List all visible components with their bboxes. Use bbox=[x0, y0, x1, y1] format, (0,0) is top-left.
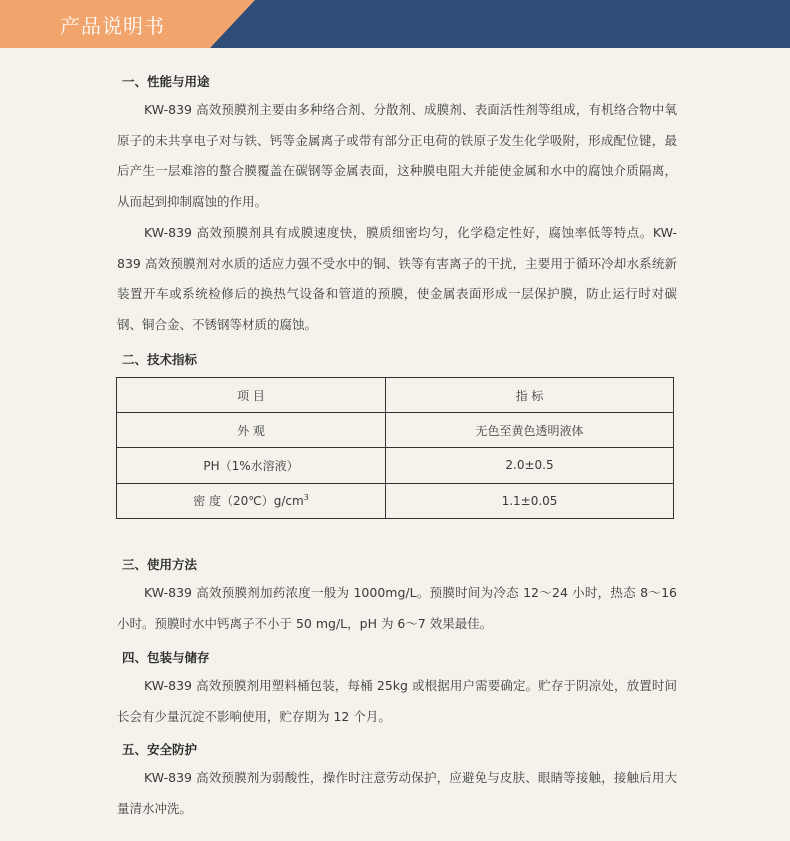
paragraph-text: KW-839 高效预膜剂用塑料桶包装，每桶 25kg 或根据用户需要确定。贮存于阴凉处，放置时间长会有少量沉淀不影响使用，贮存期为 12 个月。 bbox=[117, 678, 677, 724]
table-cell: 1.1±0.05 bbox=[386, 483, 674, 518]
section-paragraph bbox=[117, 763, 677, 824]
section-heading-performance: 一、性能与用途 bbox=[122, 74, 210, 89]
paragraph-text: KW-839 高效预膜剂加药浓度一般为 1000mg/L。预膜时间为冷态 12～24 小时，热态 8～16 小时。预膜时水中钙离子不小于 50 mg/L，pH 为 6～7 效果最佳。 bbox=[117, 585, 677, 631]
section-paragraph bbox=[117, 218, 677, 340]
table-cell: 2.0±0.5 bbox=[386, 448, 674, 483]
density-unit-exponent: 3 bbox=[303, 493, 309, 503]
table-header-row bbox=[117, 378, 674, 413]
table-cell bbox=[117, 483, 386, 518]
section-heading-usage: 三、使用方法 bbox=[122, 557, 198, 572]
page-title: 产品说明书 bbox=[60, 14, 165, 38]
table-cell: PH（1%水溶液） bbox=[117, 448, 386, 483]
section-heading-specs: 二、技术指标 bbox=[122, 352, 198, 367]
section-paragraph bbox=[117, 95, 677, 217]
section-heading-safety: 五、安全防护 bbox=[122, 742, 198, 757]
spec-table bbox=[116, 377, 674, 519]
table-row bbox=[117, 448, 674, 483]
table-row bbox=[117, 483, 674, 518]
table-cell: 无色至黄色透明液体 bbox=[386, 413, 674, 448]
section-paragraph bbox=[117, 671, 677, 732]
table-header-value: 指 标 bbox=[386, 378, 674, 413]
table-cell: 外 观 bbox=[117, 413, 386, 448]
paragraph-text: KW-839 高效预膜剂具有成膜速度快，膜质细密均匀，化学稳定性好，腐蚀率低等特点。KW-839 高效预膜剂对水质的适应力强不受水中的铜、铁等有害离子的干扰，主要用于循环冷却水系统新装置开车或系统检修后的换热气设备和管道的预膜，使金属表面形成一层保护膜，防止运行时对碳钢、铜合金、不锈钢等材质的腐蚀。 bbox=[117, 225, 677, 332]
density-label: 密 度（20℃）g/cm bbox=[193, 494, 304, 509]
table-row bbox=[117, 413, 674, 448]
section-paragraph bbox=[117, 578, 677, 639]
paragraph-text: KW-839 高效预膜剂主要由多种络合剂、分散剂、成膜剂、表面活性剂等组成，有机络合物中氧原子的未共享电子对与铁、钙等金属离子或带有部分正电荷的铁原子发生化学吸附，形成配位键，最后产生一层难溶的螯合膜覆盖在碳钢等金属表面，这种膜电阻大并能使金属和水中的腐蚀介质隔离，从而起到抑制腐蚀的作用。 bbox=[117, 102, 677, 209]
header-banner bbox=[0, 0, 790, 48]
table-header-item: 项 目 bbox=[117, 378, 386, 413]
section-heading-packaging: 四、包装与储存 bbox=[122, 650, 210, 665]
paragraph-text: KW-839 高效预膜剂为弱酸性，操作时注意劳动保护，应避免与皮肤、眼睛等接触，接触后用大量清水冲洗。 bbox=[117, 770, 677, 816]
